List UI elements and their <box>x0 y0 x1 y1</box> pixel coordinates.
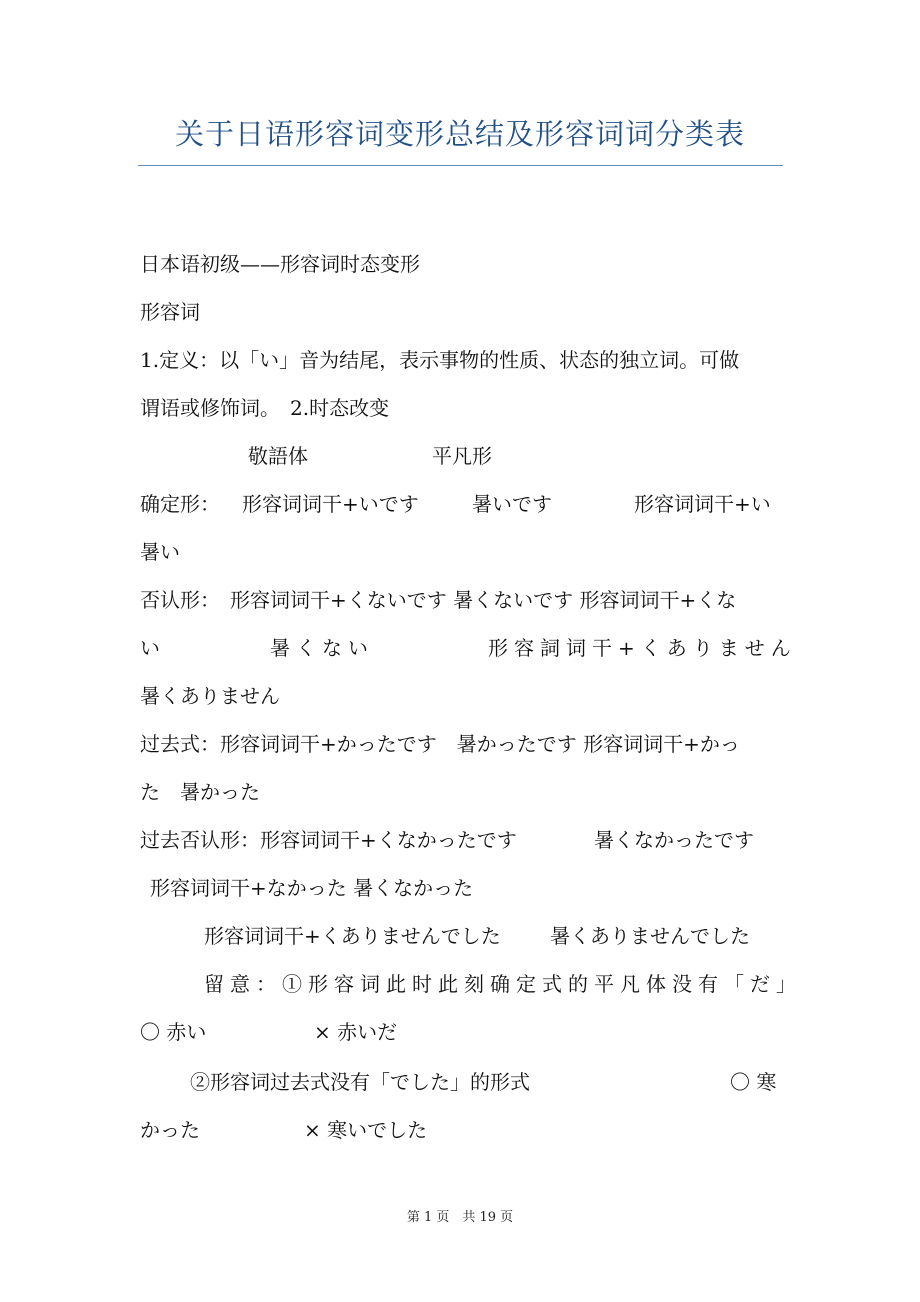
note-2: ②形容词过去式没有「でした」的形式 <box>190 1070 530 1094</box>
past-negative-alt-rule: 形容词词干+くありませんでした <box>204 924 501 948</box>
note-2-correct-example-end: かった <box>140 1118 200 1142</box>
negative-line-1: 否认形： 形容词词干+くないです 暑くないです 形容词词干+くな <box>140 588 737 612</box>
negative-line-3: 暑くありません <box>140 684 280 708</box>
note-1: 留意：①形容词此时此刻确定式的平凡体没有「だ」 <box>204 972 802 996</box>
affirmative-plain-rule: 形容词词干+い <box>634 492 771 516</box>
note-2-correct-example-start: 〇 寒 <box>730 1070 777 1094</box>
note-1-wrong-example: × 赤いだ <box>314 1020 398 1044</box>
column-header-plain: 平凡形 <box>432 444 492 468</box>
note-2-wrong-example: × 寒いでした <box>304 1118 428 1142</box>
note-1-correct-example: 〇 赤い <box>140 1020 207 1044</box>
section-subheading: 形容词 <box>140 300 200 324</box>
negative-line-2-ending: い <box>140 636 160 660</box>
negative-plain-example: 暑くない <box>270 636 374 660</box>
affirmative-label: 确定形： <box>140 492 220 516</box>
definition-line-2: 谓语或修饰词。 2.时态改变 <box>140 396 390 420</box>
past-negative-keigo-example: 暑くなかったです <box>594 828 754 852</box>
affirmative-plain-example: 暑い <box>140 540 180 564</box>
affirmative-keigo-example: 暑いです <box>472 492 552 516</box>
document-title: 关于日语形容词变形总结及形容词词分类表 <box>174 117 745 151</box>
definition-line-1: 1.定义：以「い」音为结尾，表示事物的性质、状态的独立词。可做 <box>140 348 740 372</box>
past-negative-plain-line: 形容词词干+なかった 暑くなかった <box>150 876 474 900</box>
title-underline <box>138 165 783 166</box>
section-heading: 日本语初级——形容词时态变形 <box>140 252 420 276</box>
page-footer: 第 1 页 共 19 页 <box>406 1210 514 1225</box>
past-negative-alt-example: 暑くありませんでした <box>550 924 750 948</box>
affirmative-keigo-rule: 形容词词干+いです <box>242 492 419 516</box>
past-line-2: た 暑かった <box>140 780 260 804</box>
past-negative-keigo-rule: 过去否认形：形容词词干+くなかったです <box>140 828 517 852</box>
past-line-1: 过去式：形容词词干+かったです 暑かったです 形容词词干+かっ <box>140 732 740 756</box>
column-header-keigo: 敬語体 <box>248 444 308 468</box>
negative-keigo-alt-rule: 形容詞词干+くありません <box>488 636 797 660</box>
